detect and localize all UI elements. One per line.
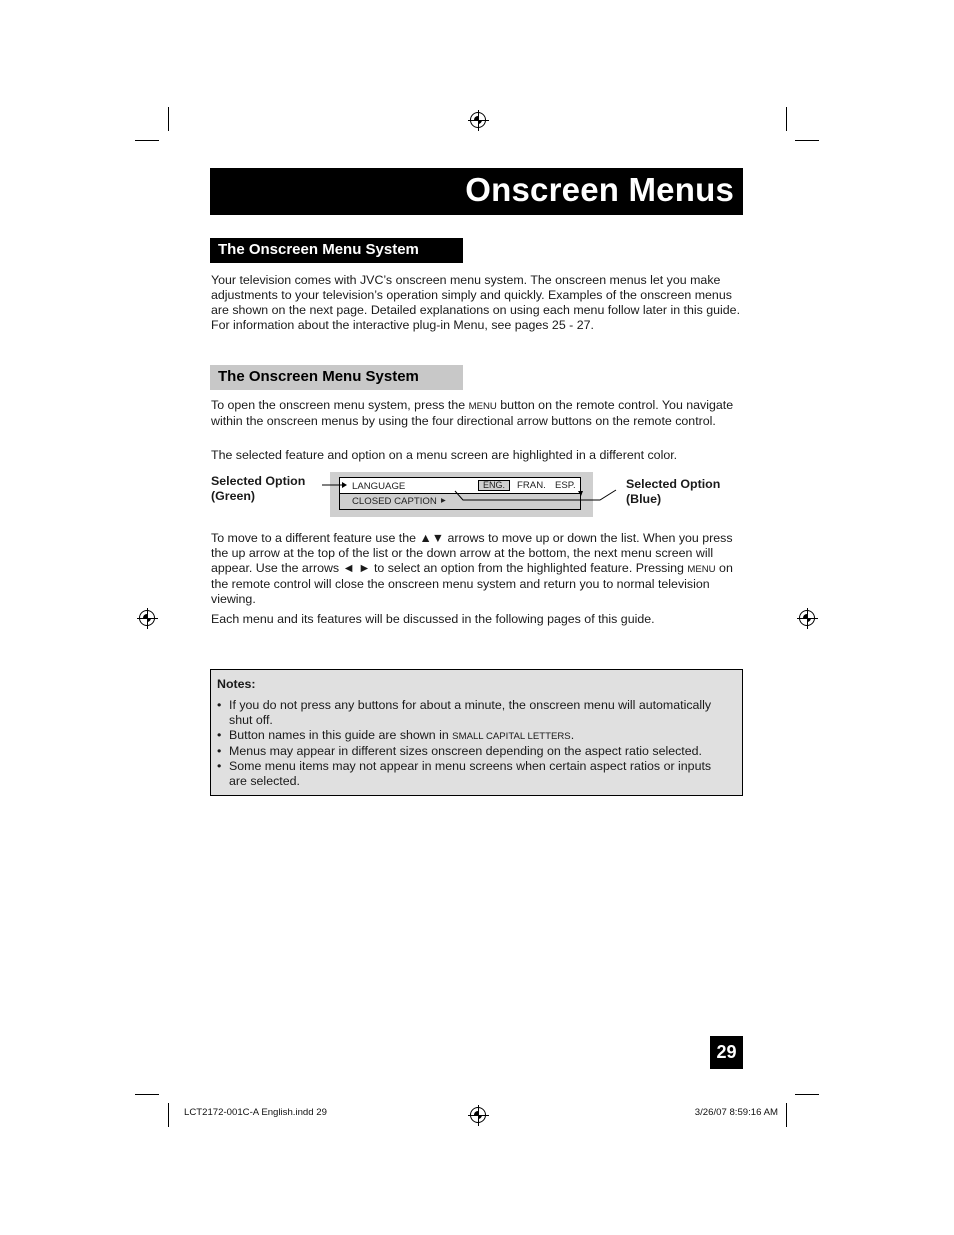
section-heading: The Onscreen Menu System	[210, 365, 463, 390]
section-heading: The Onscreen Menu System	[210, 238, 463, 263]
page-title: Onscreen Menus	[465, 171, 734, 208]
list-item: • Some menu items may not appear in menu screens when certain aspect ratios or inputs are selected.	[217, 759, 732, 789]
page-number: 29	[710, 1036, 743, 1069]
list-item: • If you do not press any buttons for about a minute, the onscreen menu will automatically shut off.	[217, 698, 732, 728]
menu-item-closed-caption: CLOSED CAPTION	[352, 496, 437, 507]
menu-item-language: LANGUAGE	[352, 481, 406, 492]
notes-box	[210, 669, 743, 796]
callout-blue-label: Selected Option (Blue)	[626, 477, 721, 506]
list-item: • Button names in this guide are shown in SMALL CAPITAL LETTERS.	[217, 728, 732, 744]
arrow-right-icon	[342, 482, 347, 488]
notes-heading: Notes:	[217, 677, 256, 691]
arrow-right-icon: ▸	[441, 495, 446, 506]
intro-paragraph: Your television comes with JVC’s onscreen menu system. The onscreen menus let you make adjustments to your television’s operation simply and quickly. Examples of the onscreen menus are shown on the next page. Detailed explanations on using each menu follow later in this guide. For information about the interactive plug-in Menu, see pages 25 - 27.	[211, 273, 741, 332]
paragraph-highlight: The selected feature and option on a menu screen are highlighted in a different color.	[211, 448, 678, 462]
menu-option: ESP.	[555, 480, 576, 491]
list-item: • Menus may appear in different sizes onscreen depending on the aspect ratio selected.	[217, 744, 732, 759]
menu-option: FRAN.	[517, 480, 546, 491]
callout-line-blue	[455, 490, 616, 500]
notes-list	[217, 698, 732, 789]
footer-timestamp: 3/26/07 8:59:16 AM	[694, 1107, 778, 1118]
callout-green-label: Selected Option (Green)	[211, 474, 306, 503]
menu-option-selected: ENG.	[478, 480, 510, 491]
pointer-icon	[578, 491, 583, 496]
paragraph-open-menu: To open the onscreen menu system, press the MENU button on the remote control. You navigate within the onscreen menus by using the four directional arrow buttons on the remote control.	[211, 398, 734, 428]
paragraph-navigation: To move to a different feature use the ▲▼ arrows to move up or down the list. When you press the up arrow at the top of the list or the down arrow at the bottom, the next menu screen will appear. Use the arrows ◄ ► to select an option from the highlighted feature. Pressing MENU on the remote control will close the onscreen menu system and return you to normal television viewing.	[211, 531, 733, 606]
paragraph-followup: Each menu and its features will be discussed in the following pages of this guide.	[211, 612, 655, 626]
footer-file-name: LCT2172-001C-A English.indd 29	[184, 1107, 327, 1118]
